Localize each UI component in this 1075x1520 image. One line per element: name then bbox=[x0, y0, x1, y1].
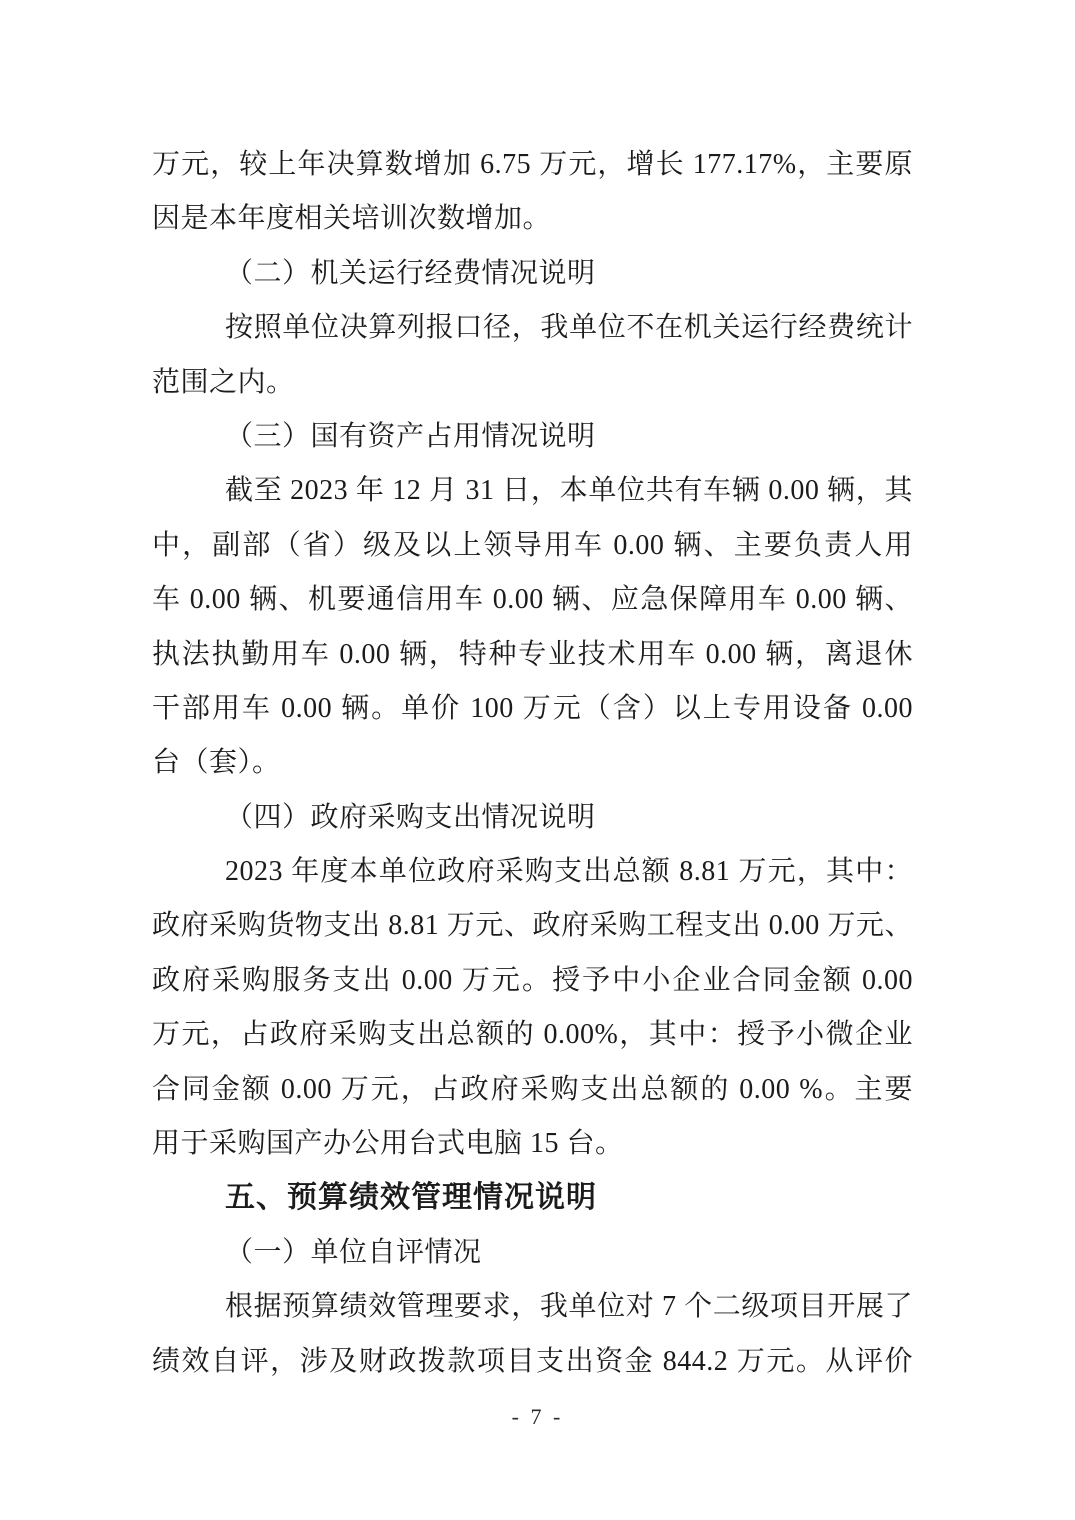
text-line: 干部用车 0.00 辆。单价 100 万元（含）以上专用设备 0.00 bbox=[152, 692, 913, 724]
text-line: 台（套）。 bbox=[152, 747, 281, 779]
text-line: 按照单位决算列报口径，我单位不在机关运行经费统计 bbox=[225, 312, 913, 344]
text-line: 万元，较上年决算数增加 6.75 万元，增长 177.17%，主要原 bbox=[152, 149, 913, 180]
text-line: 用于采购国产办公用台式电脑 15 台。 bbox=[152, 1128, 624, 1160]
text-line: 截至 2023 年 12 月 31 日，本单位共有车辆 0.00 辆，其 bbox=[225, 475, 913, 507]
text-line: 根据预算绩效管理要求，我单位对 7 个二级项目开展了 bbox=[225, 1291, 913, 1323]
text-line: 2023 年度本单位政府采购支出总额 8.81 万元，其中： bbox=[225, 856, 913, 888]
page-number: - 7 - bbox=[511, 1404, 564, 1429]
subsection-heading: （四）政府采购支出情况说明 bbox=[225, 801, 596, 833]
subsection-heading: （三）国有资产占用情况说明 bbox=[225, 420, 596, 452]
subsection-heading: （一）单位自评情况 bbox=[225, 1236, 482, 1268]
text-line: 执法执勤用车 0.00 辆，特种专业技术用车 0.00 辆，离退休 bbox=[152, 638, 913, 670]
text-line: 车 0.00 辆、机要通信用车 0.00 辆、应急保障用车 0.00 辆、 bbox=[152, 584, 913, 616]
text-line: 政府采购货物支出 8.81 万元、政府采购工程支出 0.00 万元、 bbox=[152, 910, 913, 942]
section-heading: 五、预算绩效管理情况说明 bbox=[225, 1181, 597, 1215]
text-line: 中，副部（省）级及以上领导用车 0.00 辆、主要负责人用 bbox=[152, 529, 913, 561]
text-line: 合同金额 0.00 万元，占政府采购支出总额的 0.00 %。主要 bbox=[152, 1073, 913, 1105]
text-line: 政府采购服务支出 0.00 万元。授予中小企业合同金额 0.00 bbox=[152, 964, 913, 996]
text-line: 万元，占政府采购支出总额的 0.00%，其中：授予小微企业 bbox=[152, 1019, 913, 1051]
text-line: 绩效自评，涉及财政拨款项目支出资金 844.2 万元。从评价 bbox=[152, 1345, 913, 1377]
text-line: 因是本年度相关培训次数增加。 bbox=[152, 203, 552, 235]
page-body bbox=[152, 138, 913, 1389]
text-line: 范围之内。 bbox=[152, 366, 295, 398]
subsection-heading: （二）机关运行经费情况说明 bbox=[225, 257, 596, 289]
